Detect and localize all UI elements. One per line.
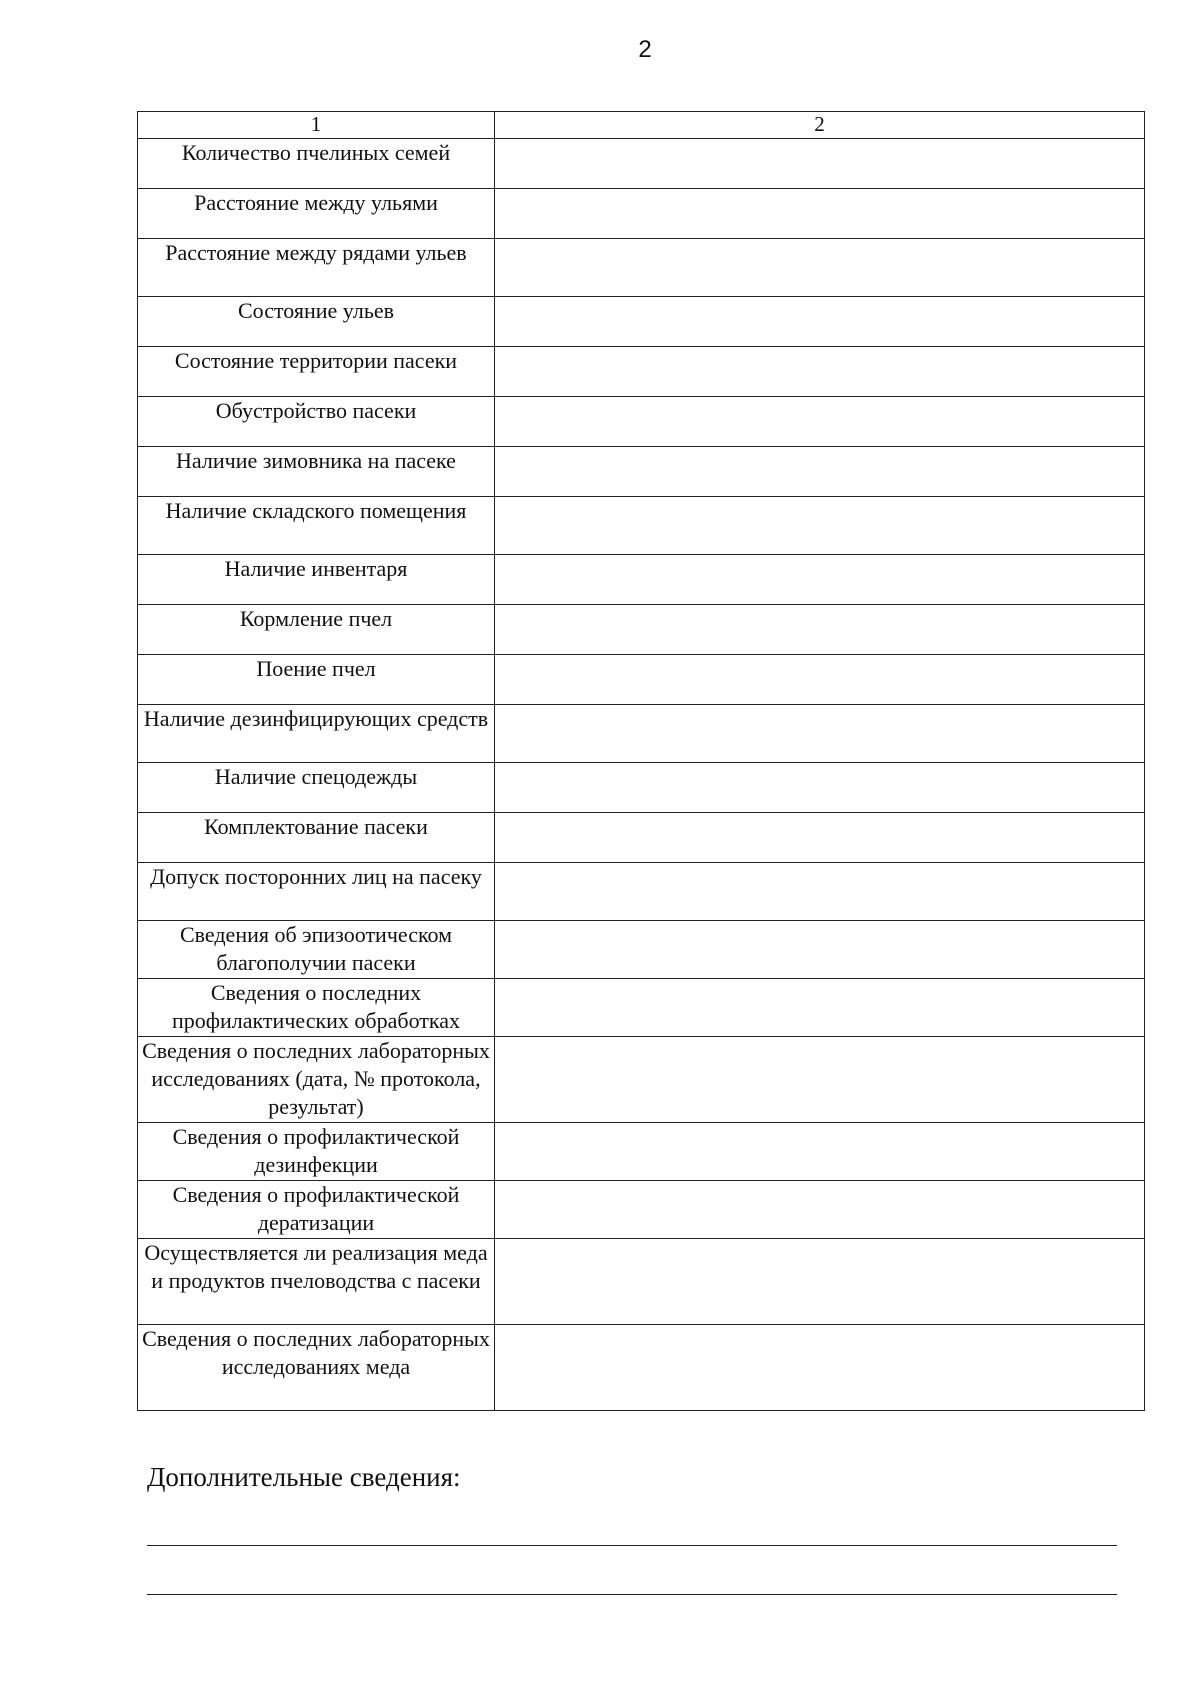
table-row	[138, 1123, 1145, 1181]
row-label: Допуск посторонних лиц на пасеку	[138, 863, 495, 921]
table-row	[138, 1181, 1145, 1239]
row-value-field[interactable]	[495, 189, 1145, 239]
row-label: Сведения о последних лабораторных исследованиях (дата, № протокола, результат)	[138, 1037, 495, 1123]
row-value-field[interactable]	[495, 655, 1145, 705]
table-row	[138, 813, 1145, 863]
row-label: Сведения о последних лабораторных исследованиях меда	[138, 1325, 495, 1411]
table-row	[138, 447, 1145, 497]
row-label: Осуществляется ли реализация меда и продуктов пчеловодства с пасеки	[138, 1239, 495, 1325]
row-label: Наличие спецодежды	[138, 763, 495, 813]
table-row	[138, 763, 1145, 813]
row-value-field[interactable]	[495, 979, 1145, 1037]
row-value-field[interactable]	[495, 1037, 1145, 1123]
table-row	[138, 921, 1145, 979]
table-row	[138, 497, 1145, 555]
row-value-field[interactable]	[495, 497, 1145, 555]
row-label: Наличие зимовника на пасеке	[138, 447, 495, 497]
table-row	[138, 139, 1145, 189]
row-value-field[interactable]	[495, 555, 1145, 605]
column-header-1: 1	[138, 112, 495, 139]
row-label: Расстояние между ульями	[138, 189, 495, 239]
table-row	[138, 705, 1145, 763]
row-label: Кормление пчел	[138, 605, 495, 655]
table-row	[138, 239, 1145, 297]
row-value-field[interactable]	[495, 863, 1145, 921]
row-label: Сведения об эпизоотическом благополучии пасеки	[138, 921, 495, 979]
table-row	[138, 1037, 1145, 1123]
row-value-field[interactable]	[495, 239, 1145, 297]
page-number: 2	[638, 36, 652, 63]
row-value-field[interactable]	[495, 297, 1145, 347]
table-row	[138, 1239, 1145, 1325]
row-label: Обустройство пасеки	[138, 397, 495, 447]
row-label: Наличие складского помещения	[138, 497, 495, 555]
table-row	[138, 979, 1145, 1037]
row-value-field[interactable]	[495, 1325, 1145, 1411]
row-value-field[interactable]	[495, 705, 1145, 763]
table-row	[138, 655, 1145, 705]
row-label: Состояние ульев	[138, 297, 495, 347]
row-value-field[interactable]	[495, 605, 1145, 655]
table-header-row	[138, 112, 1145, 139]
table-row	[138, 397, 1145, 447]
table-row	[138, 189, 1145, 239]
row-label: Комплектование пасеки	[138, 813, 495, 863]
table-row	[138, 555, 1145, 605]
row-value-field[interactable]	[495, 763, 1145, 813]
inspection-table	[137, 111, 1145, 1411]
row-value-field[interactable]	[495, 1239, 1145, 1325]
additional-info-heading: Дополнительные сведения:	[147, 1462, 461, 1492]
table-row	[138, 863, 1145, 921]
table-row	[138, 347, 1145, 397]
row-label: Сведения о профилактической дератизации	[138, 1181, 495, 1239]
column-header-2: 2	[495, 112, 1145, 139]
row-value-field[interactable]	[495, 139, 1145, 189]
row-label: Поение пчел	[138, 655, 495, 705]
row-value-field[interactable]	[495, 1181, 1145, 1239]
row-label: Расстояние между рядами ульев	[138, 239, 495, 297]
row-value-field[interactable]	[495, 813, 1145, 863]
row-label: Сведения о профилактической дезинфекции	[138, 1123, 495, 1181]
row-label: Состояние территории пасеки	[138, 347, 495, 397]
row-value-field[interactable]	[495, 397, 1145, 447]
additional-info-line[interactable]	[147, 1594, 1117, 1595]
row-label: Наличие дезинфицирующих средств	[138, 705, 495, 763]
row-label: Сведения о последних профилактических обработках	[138, 979, 495, 1037]
table-row	[138, 1325, 1145, 1411]
row-value-field[interactable]	[495, 921, 1145, 979]
row-value-field[interactable]	[495, 447, 1145, 497]
row-label: Количество пчелиных семей	[138, 139, 495, 189]
additional-info-line[interactable]	[147, 1545, 1117, 1546]
table-row	[138, 297, 1145, 347]
row-value-field[interactable]	[495, 347, 1145, 397]
row-value-field[interactable]	[495, 1123, 1145, 1181]
table-row	[138, 605, 1145, 655]
row-label: Наличие инвентаря	[138, 555, 495, 605]
